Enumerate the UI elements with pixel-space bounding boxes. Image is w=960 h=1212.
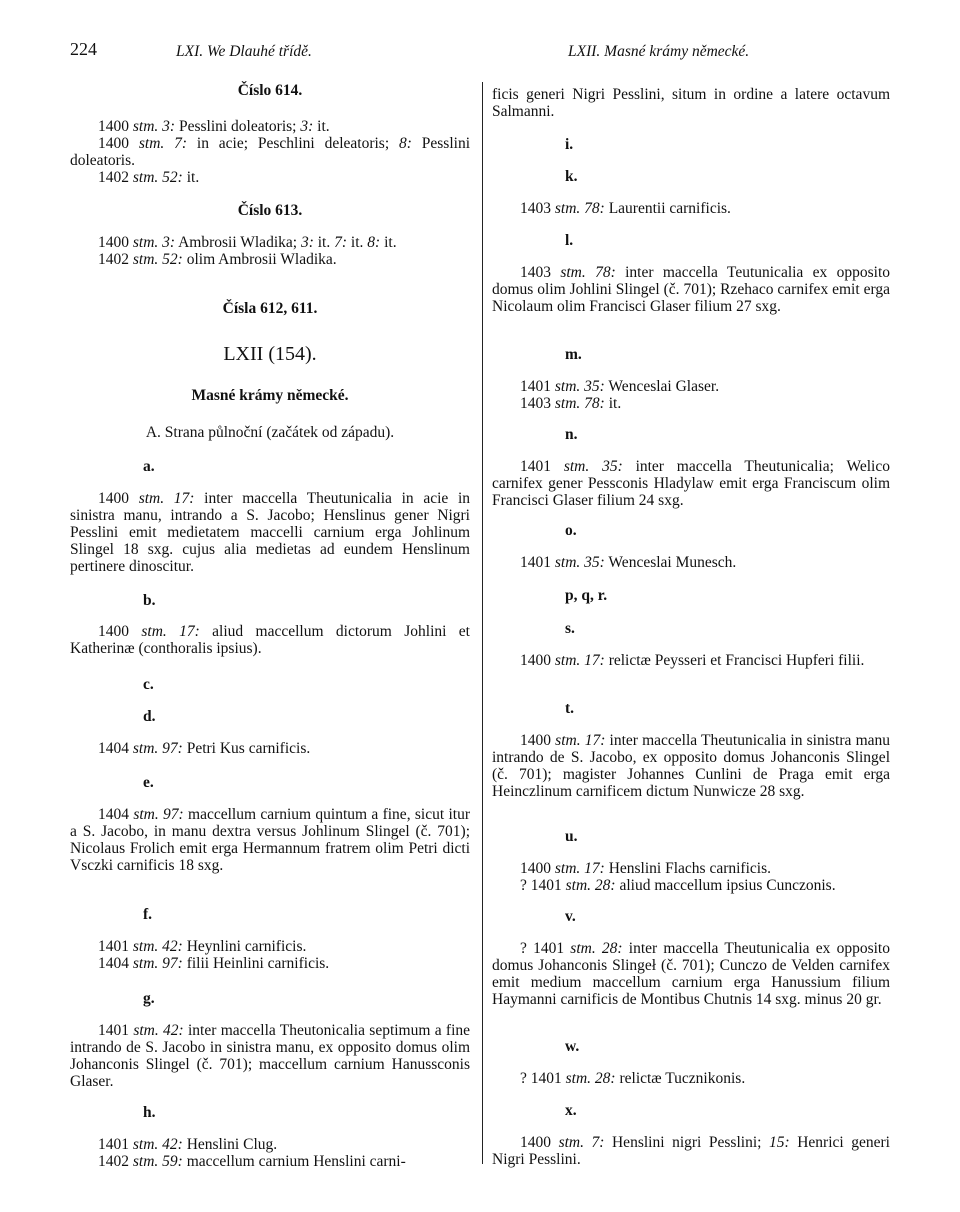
entry-f: 1401 stm. 42: Heynlini carnificis. 1404 stm. 97: filii Heinlini carnificis.: [98, 938, 330, 972]
letter-e: e.: [143, 774, 154, 791]
continued-text: ficis generi Nigri Pesslini, situm in ordine a latere octavum Salmanni.: [492, 86, 890, 120]
letter-m: m.: [565, 346, 582, 363]
letter-i: i.: [565, 136, 574, 153]
running-header: [0, 41, 960, 63]
entry-614: [70, 118, 470, 186]
entry-w: ? 1401 stm. 28: relictæ Tucznikonis.: [520, 1070, 746, 1087]
subsection-heading: A. Strana půlnoční (začátek od západu).: [145, 424, 395, 441]
letter-f: f.: [143, 906, 153, 923]
entry-h: 1401 stm. 42: Henslini Clug. 1402 stm. 59: maccellum carnium Henslini carni-: [98, 1136, 406, 1170]
letter-d: d.: [143, 708, 156, 725]
letter-n: n.: [565, 426, 578, 443]
entry-u: 1400 stm. 17: Henslini Flachs carnificis. ? 1401 stm. 28: aliud maccellum ipsius Cunczonis.: [520, 860, 836, 894]
running-title-right: LXII. Masné krámy německé.: [568, 43, 750, 60]
heading-cislo-613: Číslo 613.: [237, 202, 303, 219]
entry-a: 1400 stm. 17: inter maccella Theutunicalia in acie in sinistra manu, intrando a S. Jacobo; Henslinus gener Nigri Pesslini emit medietatem maccelli carnium erga Johlinum Slingel 18 sxg. cujus alia medietas ad eundem Henslinum pertinere dinoscitur.: [70, 490, 471, 575]
letter-x: x.: [565, 1102, 577, 1119]
entry-b: 1400 stm. 17: aliud maccellum dictorum Johlini et Katherinæ (conthoralis ipsius).: [70, 623, 470, 657]
letter-t: t.: [565, 700, 575, 717]
letter-l: l.: [565, 232, 574, 249]
record-line: 1402 stm. 52: it.: [98, 169, 200, 186]
entry-v: ? 1401 stm. 28: inter maccella Theutunicalia ex opposito domus Johanconis Slingeł (č. 701); Cunczo de Velden carnifex emit medium maccellum carnium erga Hanussium filium Haymanni carnificis de Montibus Chutnis 14 sxg. minus 20 gr.: [492, 940, 890, 1008]
entry-g: 1401 stm. 42: inter maccella Theutonicalia septimum a fine intrando de S. Jacobo in sinistra manu, ex opposito domus olim Johanconis Slingel (č. 701); maccellum carnium Hanussconis Glaser.: [70, 1022, 470, 1090]
letter-g: g.: [143, 990, 155, 1007]
record-line: 1400 stm. 7: in acie; Peschlini deleatoris; 8: Pesslini doleatoris.: [70, 135, 471, 169]
entry-s: 1400 stm. 17: relictæ Peysseri et Francisci Hupferi filii.: [520, 652, 865, 669]
heading-cisla-612-611: Čísla 612, 611.: [222, 300, 318, 317]
record-line: 1400 stm. 3: Ambrosii Wladika; 3: it. 7: it. 8: it.: [98, 234, 397, 251]
entry-k: 1403 stm. 78: Laurentii carnificis.: [520, 200, 731, 217]
entry-d: 1404 stm. 97: Petri Kus carnificis.: [98, 740, 311, 757]
entry-x: 1400 stm. 7: Henslini nigri Pesslini; 15: Henrici generi Nigri Pesslini.: [492, 1134, 890, 1168]
letter-v: v.: [565, 908, 576, 925]
entry-o: 1401 stm. 35: Wenceslai Munesch.: [520, 554, 737, 571]
letter-a: a.: [143, 458, 155, 475]
letter-h: h.: [143, 1104, 156, 1121]
page-number: 224: [70, 39, 97, 59]
letter-c: c.: [143, 676, 154, 693]
column-divider: [482, 82, 483, 1164]
entry-l: 1403 stm. 78: inter maccella Teutunicalia ex opposito domus olim Johlini Slingel (č. 701); Rzehaco carnifex emit erga Nicolaum olim Francisci Glaser filium 27 sxg.: [492, 264, 890, 315]
letter-k: k.: [565, 168, 578, 185]
section-title: Masné krámy německé.: [191, 387, 349, 404]
letter-o: o.: [565, 522, 577, 539]
record-line: 1402 stm. 52: olim Ambrosii Wladika.: [98, 251, 337, 268]
section-number: LXII (154).: [223, 343, 317, 365]
record-line: 1400 stm. 3: Pesslini doleatoris; 3: it.: [98, 118, 330, 135]
entry-n: 1401 stm. 35: inter maccella Theutunicalia; Welico carnifex gener Pessconis Hladylaw emit erga Franciscum olim Francisci Glaser filium 24 sxg.: [492, 458, 890, 509]
letter-b: b.: [143, 592, 156, 609]
heading-cislo-614: Číslo 614.: [237, 82, 303, 99]
letter-u: u.: [565, 828, 578, 845]
entry-e: 1404 stm. 97: maccellum carnium quintum a fine, sicut itur a S. Jacobo, in manu dextra versus Johlinum Slingel (č. 701); Nicolaus Frolich emit erga Hermannum fratrem olim Petri dicti Vsczki carnificis 18 sxg.: [70, 806, 470, 874]
letter-w: w.: [565, 1038, 580, 1055]
entry-613: [70, 234, 470, 268]
entry-t: 1400 stm. 17: inter maccella Theutunicalia in sinistra manu intrando de S. Jacobo, ex opposito domus Johanconis Slingel (č. 701); magister Johannes Cunlini de Praga emit erga Heinczlinum carnificem dictum Nunwicze 28 sxg.: [492, 732, 890, 800]
entry-m: 1401 stm. 35: Wenceslai Glaser. 1403 stm. 78: it.: [520, 378, 720, 412]
running-title-left: LXI. We Dlauhé třídě.: [176, 43, 312, 60]
letter-pqr: p, q, r.: [565, 587, 608, 604]
letter-s: s.: [565, 620, 575, 637]
